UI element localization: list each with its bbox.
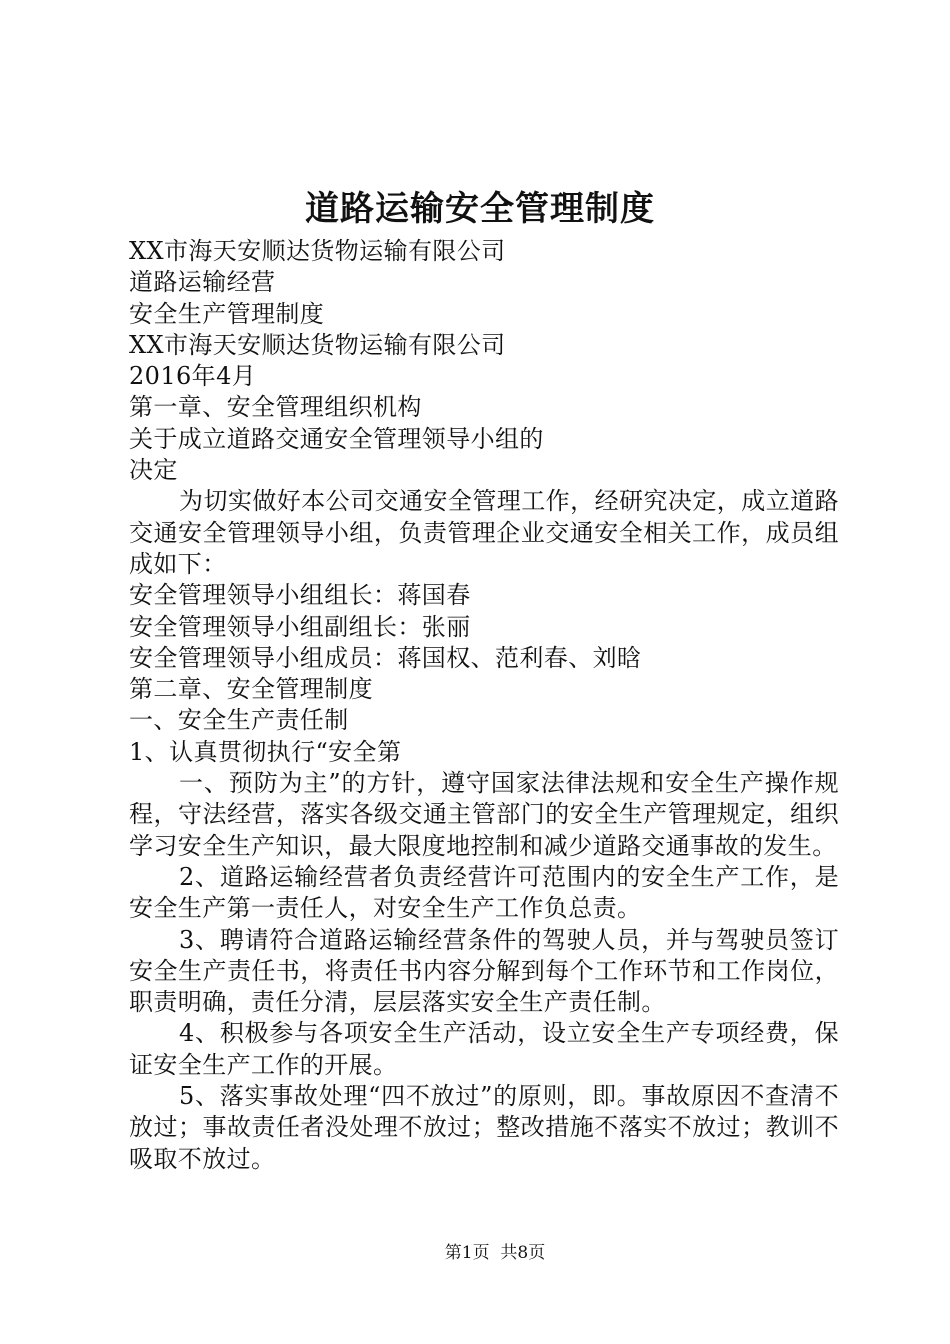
decision-paragraph: 为切实做好本公司交通安全管理工作，经研究决定，成立道路交通安全管理领导小组，负责管理企业交通安全相关工作，成员组成如下： <box>129 487 839 578</box>
company-name-line: XX市海天安顺达货物运输有限公司 <box>129 330 506 359</box>
section-heading: 一、安全生产责任制 <box>129 706 349 735</box>
list-item-paragraph: 5、落实事故处理“四不放过”的原则，即。事故原因不查清不放过；事故责任者没处理不放过；整改措施不落实不放过；教训不吸取不放过。 <box>129 1082 839 1173</box>
document-body <box>129 236 839 1175</box>
decision-title-line: 关于成立道路交通安全管理领导小组的 <box>129 424 544 453</box>
list-item-paragraph: 4、积极参与各项安全生产活动，设立安全生产专项经费，保证安全生产工作的开展。 <box>129 1019 839 1079</box>
list-item-heading: 1、认真贯彻执行“安全第 <box>129 737 402 766</box>
list-item-paragraph: 一、预防为主”的方针，遵守国家法律法规和安全生产操作规程，守法经营，落实各级交通主管部门的安全生产管理规定，组织学习安全生产知识，最大限度地控制和减少道路交通事故的发生。 <box>129 769 839 860</box>
subtitle-line: 道路运输经营 <box>129 268 276 297</box>
subtitle-line: 安全生产管理制度 <box>129 299 325 328</box>
date-line: 2016年4月 <box>129 362 257 391</box>
member-line: 安全管理领导小组副组长：张丽 <box>129 612 471 641</box>
chapter-heading: 第二章、安全管理制度 <box>129 675 373 704</box>
list-item-paragraph: 3、聘请符合道路运输经营条件的驾驶人员，并与驾驶员签订安全生产责任书，将责任书内容分解到每个工作环节和工作岗位，职责明确，责任分清，层层落实安全生产责任制。 <box>129 925 839 1017</box>
page-footer: 第1页 共8页 <box>444 1243 546 1263</box>
company-name-line: XX市海天安顺达货物运输有限公司 <box>129 237 506 265</box>
member-line: 安全管理领导小组组长：蒋国春 <box>129 581 471 610</box>
chapter-heading: 第一章、安全管理组织机构 <box>129 393 422 422</box>
document-title: 道路运输安全管理制度 <box>305 189 655 229</box>
decision-title-line: 决定 <box>129 456 178 485</box>
member-line: 安全管理领导小组成员：蒋国权、范利春、刘晗 <box>129 643 642 672</box>
list-item-paragraph: 2、道路运输经营者负责经营许可范围内的安全生产工作，是安全生产第一责任人，对安全生产工作负总责。 <box>129 862 839 923</box>
